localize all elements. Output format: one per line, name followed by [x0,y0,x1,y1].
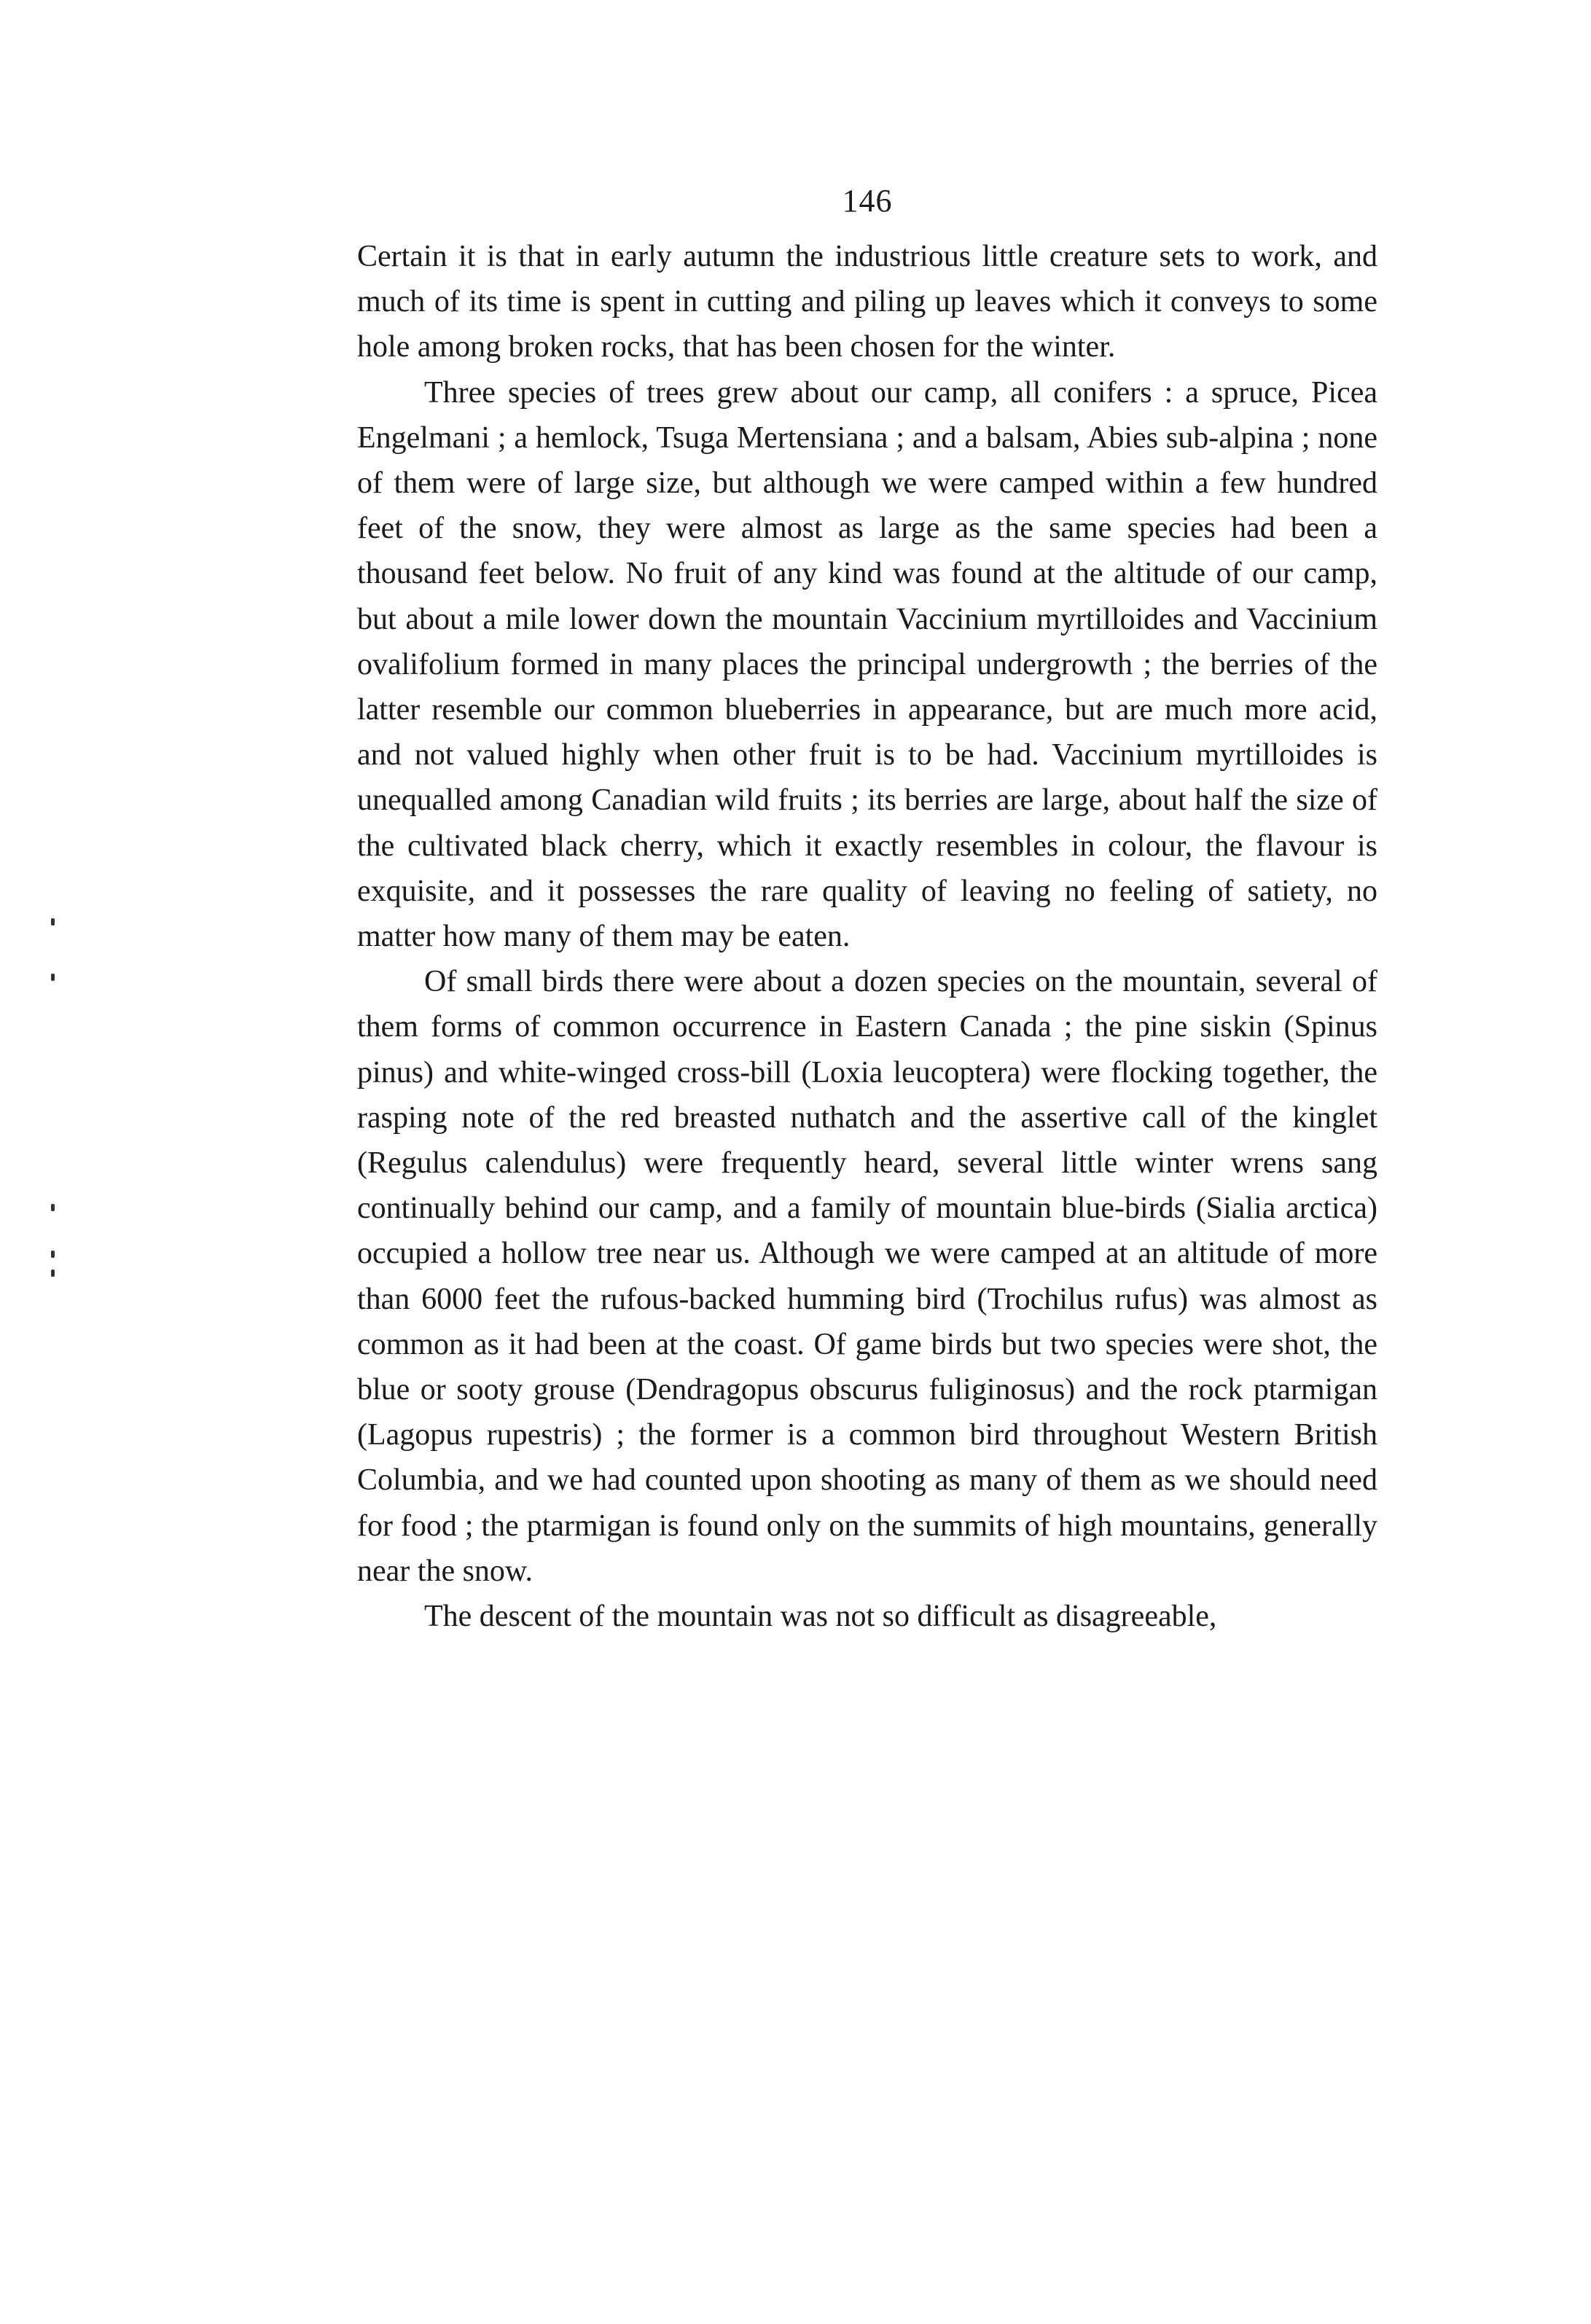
book-page [357,182,1377,1639]
margin-mark [51,974,55,981]
margin-mark [51,1269,55,1277]
paragraph: Certain it is that in early autumn the industrious little creature sets to work, and much of its time is spent in cutting and piling up leaves which it conveys to some hole among broken rocks, that has been chosen for the winter. [357,240,1377,364]
paragraph: The descent of the mountain was not so difficult as disagreeable, [424,1600,1217,1634]
margin-mark [51,1204,55,1211]
page-number: 146 [842,183,893,219]
margin-mark [51,1251,55,1258]
paragraph: Three species of trees grew about our camp, all conifers : a spruce, Picea Engelmani ; a hemlock, Tsuga Mertensiana ; and a balsam, Abies sub-alpina ; none of them were of large size, but although we were camped within a few hundred feet of the snow, they were almost as large as the same species had been a thousand feet below. No fruit of any kind was found at the altitude of our camp, but about a mile lower down the mountain Vaccinium myrtilloides and Vaccinium ovalifolium formed in many places the principal undergrowth ; the berries of the latter resemble our common blueberries in appearance, but are much more acid, and not valued highly when other fruit is to be had. Vaccinium myrtilloides is unequalled among Canadian wild fruits ; its berries are large, about half the size of the cultivated black cherry, which it exactly resembles in colour, the flavour is exquisite, and it possesses the rare quality of leaving no feeling of satiety, no matter how many of them may be eaten. [357,375,1377,954]
paragraph: Of small birds there were about a dozen species on the mountain, several of them forms of common occurrence in Eastern Canada ; the pine siskin (Spinus pinus) and white-winged cross-bill (Loxia leucoptera) were flocking together, the rasping note of the red breasted nuthatch and the assertive call of the kinglet (Regulus calendulus) were frequently heard, several little winter wrens sang continually behind our camp, and a family of mountain blue-birds (Sialia arctica) occupied a hollow tree near us. Although we were camped at an altitude of more than 6000 feet the rufous-backed humming bird (Trochilus rufus) was almost as common as it had been at the coast. Of game birds but two species were shot, the blue or sooty grouse (Dendragopus obscurus fuliginosus) and the rock ptarmigan (Lagopus rupestris) ; the former is a common bird throughout Western British Columbia, and we had counted upon shooting as many of them as we should need for food ; the ptarmigan is found only on the summits of high mountains, generally near the snow. [357,965,1377,1588]
margin-mark [51,918,55,926]
